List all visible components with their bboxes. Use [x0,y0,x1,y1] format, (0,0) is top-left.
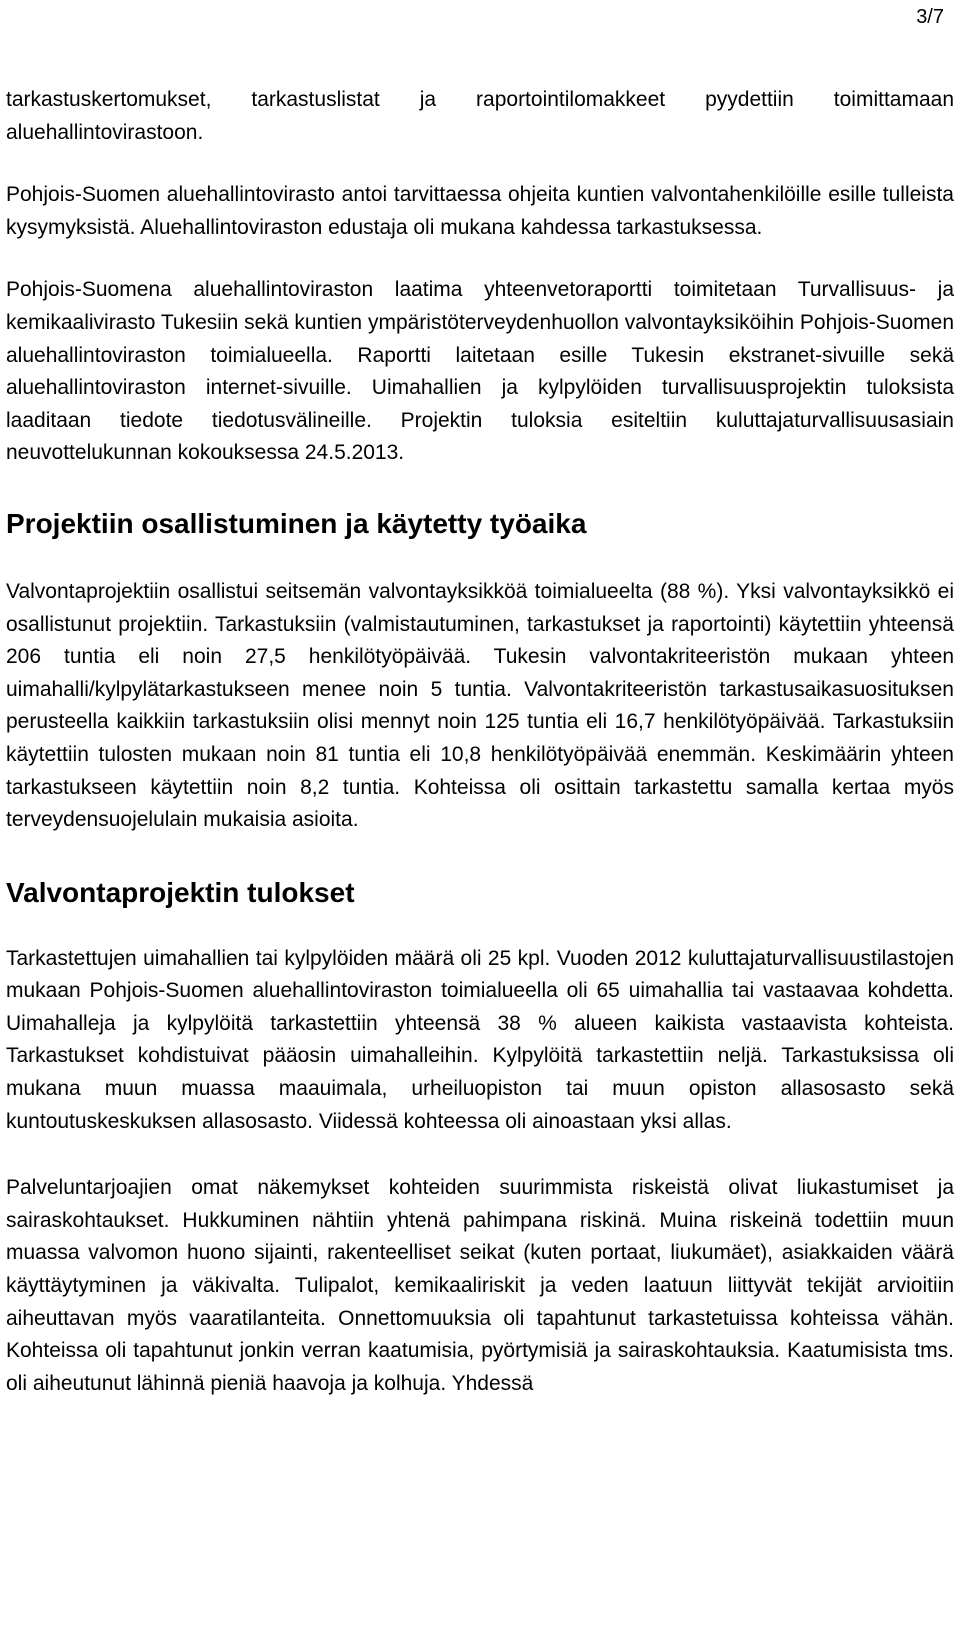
paragraph-guidance: Pohjois-Suomen aluehallintovirasto antoi tarvittaessa ohjeita kuntien valvontahenkilöille esille tulleista kysymyksistä. Aluehallintoviraston edustaja oli mukana kahdessa tarkastuksessa. [6,183,954,239]
paragraph-participation: Valvontaprojektiin osallistui seitsemän valvontayksikköä toimialueelta (88 %). Yksi valvontayksikkö ei osallistunut projektiin. Tarkastuksiin (valmistautuminen, tarkastukset ja raportointi) käytettiin yhteensä 206 tuntia eli noin 27,5 henkilötyöpäivää. Tukesin valvontakriteeristön mukaan yhteen uimahalli/kylpylätarkastukseen menee noin 5 tuntia. Valvontakriteeristön tarkastusaikasuosituksen perusteella kaikkiin tarkastuksiin olisi mennyt noin 125 tuntia eli 16,7 henkilötyöpäivää. Tarkastuksiin käytettiin tulosten mukaan noin 81 tuntia eli 10,8 henkilötyöpäivää enemmän. Keskimäärin yhteen tarkastukseen käytettiin noin 8,2 tuntia. Kohteissa oli osittain tarkastettu samalla kertaa myös terveydensuojelulain mukaisia asioita. [6,579,954,832]
page-number: 3/7 [916,6,944,28]
paragraph-summary-report: Pohjois-Suomena aluehallintoviraston laatima yhteenvetoraportti toimitetaan Turvallisuus- ja kemikaalivirasto Tukesiin sekä kuntien ympäristöterveydenhuollon valvontayksiköihin Pohjois-Suomen aluehallintoviraston toimialueella. Raportti laitetaan esille Tukesin ekstranet-sivuille sekä aluehallintoviraston internet-sivuille. Uimahallien ja kylpylöiden turvallisuusprojektin tuloksista laaditaan tiedote tiedotusvälineille. Projektin tuloksia esiteltiin kuluttajaturvallisuusasiain neuvottelukunnan kokouksessa 24.5.2013. [6,278,954,465]
document-body [6,84,954,1434]
paragraph-report-delivery: tarkastuskertomukset, tarkastuslistat ja raportointilomakkeet pyydettiin toimittamaan aluehallintovirastoon. [6,88,954,144]
paragraph-inspected-sites: Tarkastettujen uimahallien tai kylpylöiden määrä oli 25 kpl. Vuoden 2012 kuluttajaturvallisuustilastojen mukaan Pohjois-Suomen aluehallintoviraston toimialueella oli 65 uimahallia tai vastaavaa kohdetta. Uimahalleja ja kylpylöitä tarkastettiin yhteensä 38 % alueen kaikista vastaavista kohteista. Tarkastukset kohdistuivat pääosin uimahalleihin. Kylpylöitä tarkastettiin neljä. Tarkastuksissa oli mukana muun muassa maauimala, urheiluopiston tai muun opiston allasosasto sekä kuntoutuskeskuksen allasosasto. Viidessä kohteessa oli ainoastaan yksi allas. [6,946,954,1133]
paragraph-risks: Palveluntarjoajien omat näkemykset kohteiden suurimmista riskeistä olivat liukastumiset ja sairaskohtaukset. Hukkuminen nähtiin yhtenä pahimpana riskinä. Muina riskeinä todettiin muun muassa valvomon huono sijainti, rakenteelliset seikat (kuten portaat, liukumäet), asiakkaiden väärä käyttäytyminen ja väkivalta. Tulipalot, kemikaaliriskit ja veden laatuun liittyvät tekijät arvioitiin aiheuttavan myös vaaratilanteita. Onnettomuuksia oli tapahtunut tarkastetuissa kohteissa vähän. Kohteissa oli tapahtunut jonkin verran kaatumisia, pyörtymisiä ja sairaskohtauksia. Kaatumisista tms. oli aiheutunut lähinnä pieniä haavoja ja kolhuja. Yhdessä [6,1176,954,1395]
heading-results: Valvontaprojektin tulokset [6,876,355,908]
heading-participation: Projektiin osallistuminen ja käytetty työaika [6,507,587,539]
